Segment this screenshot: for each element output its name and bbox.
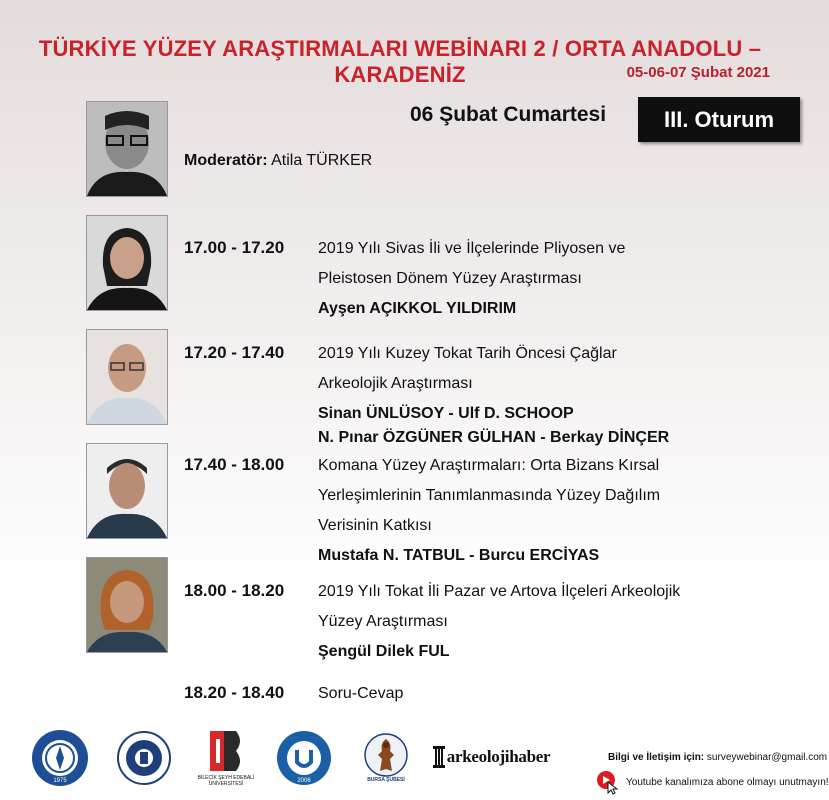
talk-title-line: Yüzey Araştırması <box>318 613 448 630</box>
talk-title-line: 2019 Yılı Kuzey Tokat Tarih Öncesi Çağlar <box>318 345 617 362</box>
youtube-text: Youtube kanalımıza abone olmayı unutmayın! <box>626 776 829 788</box>
talk-authors: Sinan ÜNLÜSOY - Ulf D. SCHOOP <box>318 405 574 422</box>
talk-authors: N. Pınar ÖZGÜNER GÜLHAN - Berkay DİNÇER <box>318 429 670 446</box>
contact-info <box>608 752 827 763</box>
talk-content <box>318 451 738 568</box>
talk-authors: Mustafa N. TATBUL - Burcu ERCİYAS <box>318 547 600 564</box>
talk-title-line: Pleistosen Dönem Yüzey Araştırması <box>318 270 582 287</box>
logo-usak <box>274 728 334 788</box>
moderator-line <box>184 152 372 170</box>
talk-title-line: 2019 Yılı Tokat İli Pazar ve Artova İlçeleri Arkeolojik <box>318 583 681 600</box>
column-icon <box>433 746 445 768</box>
talk-content <box>318 234 738 321</box>
speaker-photo-4 <box>86 557 168 653</box>
session-label: III. Oturum <box>664 106 774 132</box>
talk-title-line: Arkeolojik Araştırması <box>318 375 473 392</box>
talk-authors: Şengül Dilek FUL <box>318 643 450 660</box>
moderator-label: Moderatör: <box>184 152 268 169</box>
talk-title-line: Komana Yüzey Araştırmaları: Orta Bizans Kırsal <box>318 457 660 474</box>
logo-arkeolojihaber <box>436 733 551 781</box>
talk-title-line: 2019 Yılı Sivas İli ve İlçelerinde Pliyosen ve <box>318 240 626 257</box>
logo-bilecik-text: BİLECİK ŞEYH EDEBALİ ÜNİVERSİTESİ <box>197 775 255 787</box>
youtube-pointer-icon <box>596 770 620 794</box>
talk-title-line: Soru-Cevap <box>318 685 404 702</box>
talk-time: 17.00 - 17.20 <box>184 238 285 257</box>
talk-title-line: Verisinin Katkısı <box>318 517 432 534</box>
arkeolojihaber-text: arkeolojihaber <box>446 747 551 766</box>
logo-usak-year: 2006 <box>297 778 311 784</box>
talk-title-line: Yerleşimlerinin Tanımlanmasında Yüzey Dağılım <box>318 487 661 504</box>
talk-time: 18.20 - 18.40 <box>184 683 285 702</box>
talk-time: 17.20 - 17.40 <box>184 343 285 362</box>
speaker-photo-2 <box>86 329 168 425</box>
talk-time: 18.00 - 18.20 <box>184 581 285 600</box>
moderator-photo <box>86 101 168 197</box>
talk-time: 17.40 - 18.00 <box>184 455 285 474</box>
event-title: TÜRKİYE YÜZEY ARAŞTIRMALARI WEBİNARI 2 / ORTA ANADOLU – KARADENİZ <box>38 36 762 87</box>
speaker-photo-3 <box>86 443 168 539</box>
logo-bursa-sube <box>356 728 416 788</box>
session-badge <box>638 97 800 142</box>
talk-authors: Ayşen AÇIKKOL YILDIRIM <box>318 300 517 317</box>
logo-uludag <box>30 728 90 788</box>
contact-label: Bilgi ve İletişim için: <box>608 752 705 763</box>
talk-content <box>318 577 738 664</box>
moderator-name: Atila TÜRKER <box>271 152 373 169</box>
youtube-reminder[interactable] <box>596 770 829 794</box>
speaker-photo-1 <box>86 215 168 311</box>
logo-university-2 <box>114 728 174 788</box>
talk-content <box>318 679 738 709</box>
session-day: 06 Şubat Cumartesi <box>410 103 607 126</box>
talk-content <box>318 339 738 450</box>
logo-bilecik <box>196 728 256 788</box>
event-dates: 05-06-07 Şubat 2021 <box>626 64 770 81</box>
logo-bursa-sube-text: BURSA ŞUBESİ <box>367 777 405 783</box>
logo-uludag-year: 1975 <box>53 778 67 784</box>
contact-email[interactable]: surveywebinar@gmail.com <box>706 752 828 763</box>
